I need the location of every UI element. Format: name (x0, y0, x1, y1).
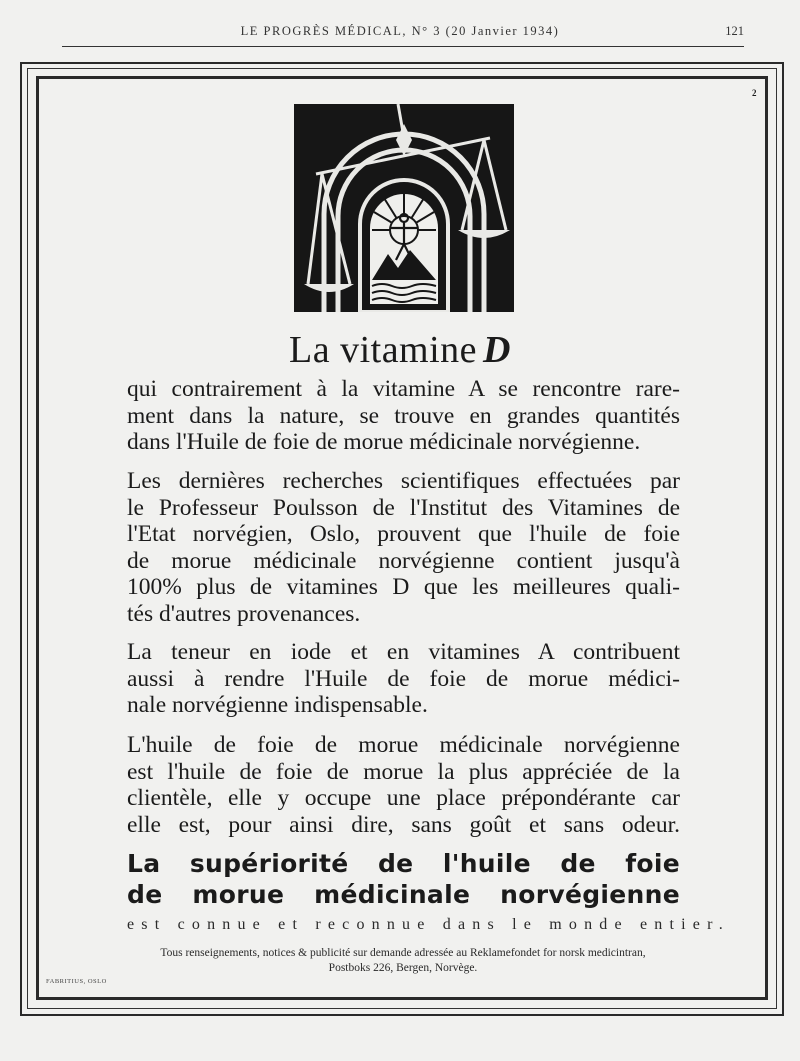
page-number: 121 (725, 24, 744, 38)
body-line: dans l'Huile de foie de morue médicinale norvégienne. (127, 429, 641, 455)
paragraph-4 (127, 732, 680, 838)
superiority-claim (127, 848, 680, 910)
contact-fine-print (110, 946, 696, 976)
headline (0, 328, 800, 372)
body-line: de morue médicinale norvégienne contient jusqu'à (127, 547, 680, 574)
fine-print-line-1: Tous renseignements, notices & publicité sur demande adressée au Reklamefondet for norsk medicintran, (160, 947, 646, 959)
headline-text: La vitamine (289, 329, 478, 371)
paragraph-2 (127, 468, 680, 627)
body-line: aussi à rendre l'Huile de foie de morue médici- (127, 665, 680, 692)
claim-line-2: de morue médicinale norvégienne (127, 880, 680, 909)
paragraph-3 (127, 639, 680, 719)
body-line: 100% plus de vitamines D que les meilleures quali- (127, 574, 680, 600)
running-head (0, 22, 800, 42)
worldwide-recognition-line: est connue et reconnue dans le monde entier. (127, 916, 730, 933)
vitamin-d-glyph: D (483, 329, 511, 371)
claim-line-1: La supériorité de l'huile de foie (127, 849, 680, 878)
body-line: clientèle, elle y occupe une place prépondérante car (127, 785, 680, 811)
fine-print-line-2: Postboks 226, Bergen, Norvège. (328, 962, 478, 974)
body-line: l'Etat norvégien, Oslo, prouvent que l'huile de foie (127, 521, 680, 547)
body-line: L'huile de foie de morue médicinale norvégienne (127, 732, 680, 758)
body-line: est l'huile de foie de morue la plus appréciée de la (127, 758, 680, 785)
printer-mark: FABRITIUS, OSLO (46, 978, 107, 985)
body-line: nale norvégienne indispensable. (127, 692, 428, 718)
body-line: Les dernières recherches scientifiques effectuées par (127, 468, 680, 494)
corner-number: 2 (752, 88, 757, 98)
body-line: qui contrairement à la vitamine A se rencontre rare- (127, 376, 680, 402)
header-rule (62, 46, 744, 47)
woodcut-illustration (294, 104, 514, 312)
body-line: La teneur en iode et en vitamines A contribuent (127, 639, 680, 665)
journal-title: LE PROGRÈS MÉDICAL, N° 3 (20 Janvier 1934) (240, 24, 560, 38)
body-line: tés d'autres provenances. (127, 600, 361, 627)
paragraph-1 (127, 376, 680, 456)
body-line: ment dans la nature, se trouve en grandes quantités (127, 402, 680, 429)
body-line: le Professeur Poulsson de l'Institut des Vitamines de (127, 494, 680, 521)
body-line: elle est, pour ainsi dire, sans goût et sans odeur. (127, 811, 680, 838)
